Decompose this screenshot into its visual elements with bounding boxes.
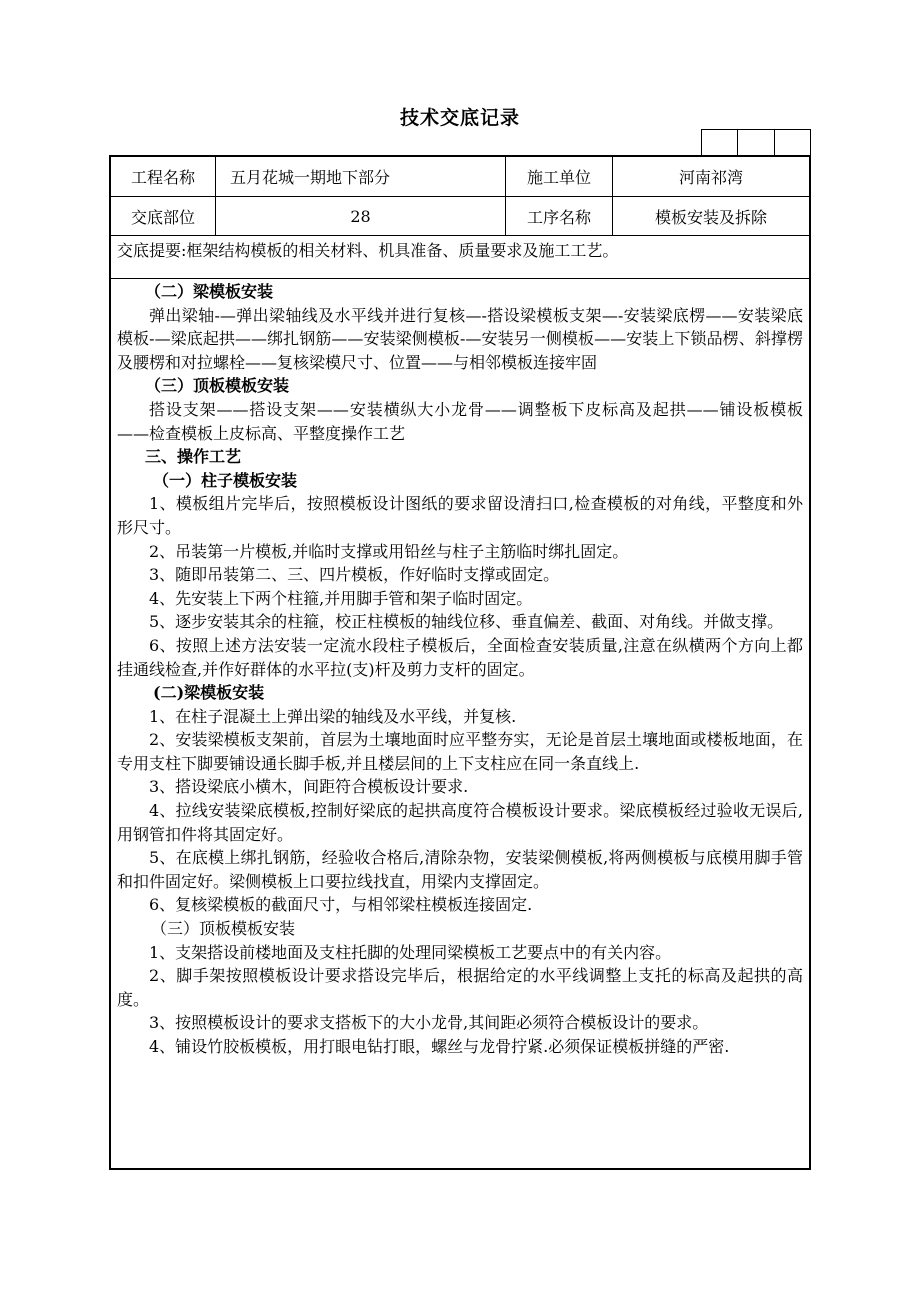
beam-step-1: 1、在柱子混凝土上弹出梁的轴线及水平线，并复核.: [149, 706, 517, 726]
process-value: 模板安装及拆除: [654, 207, 767, 227]
summary-text: 交底提要:框架结构模板的相关材料、机具准备、质量要求及施工工艺。: [117, 241, 619, 260]
beam-step-2: 2、安装梁模板支架前，首层为土壤地面时应平整夯实，无论是首层土壤地面或楼板地面，在专用支柱下脚要铺设通长脚手板,并且楼层间的上下支柱应在同一条直线上.: [117, 730, 803, 773]
record-number-box: [738, 130, 774, 156]
process-label: 工序名称: [506, 197, 613, 235]
unit-value: 河南祁湾: [678, 168, 743, 187]
project-label: 工程名称: [111, 157, 216, 196]
header-row-part: [111, 197, 809, 236]
beam-step-6: 6、复核梁模板的截面尺寸，与相邻梁柱模板连接固定.: [149, 895, 533, 915]
column-step-6: 6、按照上述方法安装一定流水段柱子模板后，全面检查安装质量,注意在纵横两个方向上都挂通线检查,并作好群体的水平拉(支)杆及剪力支杆的固定。: [117, 635, 803, 679]
slab-step-1: 1、支架搭设前楼地面及支柱托脚的处理同梁模板工艺要点中的有关内容。: [149, 942, 672, 962]
paragraph-slab-flow: 搭设支架——搭设支架——安装横纵大小龙骨——调整板下皮标高及起拱——铺设板模板——检查模板上皮标高、平整度操作工艺: [117, 399, 803, 443]
paragraph-beam-flow: 弹出梁轴-—弹出梁轴线及水平线并进行复核—-搭设梁模板支架—-安装梁底楞——安装梁底模板-—梁底起拱——绑扎钢筋——安装梁侧模板-—安装另一侧模板——安装上下锁品楞、斜撑楞及腰楞和对拉螺栓——复核梁模尺寸、位置——与相邻模板连接牢固: [117, 305, 803, 372]
slab-step-2: 2、脚手架按照模板设计要求搭设完毕后，根据给定的水平线调整上支托的标高及起拱的高度。: [117, 966, 803, 1009]
record-number-box: [775, 130, 810, 156]
record-number-boxes: [701, 129, 811, 156]
beam-step-5: 5、在底模上绑扎钢筋，经验收合格后,清除杂物，安装梁侧模板,将两侧模板与底模用脚手管和扣件固定好。梁侧模板上口要拉线找直，用梁内支撑固定。: [117, 848, 803, 891]
beam-step-4: 4、拉线安装梁底模板,控制好梁底的起拱高度符合模板设计要求。梁底模板经过验收无误后,用钢管扣件将其固定好。: [117, 801, 803, 844]
header-row-project: [111, 157, 809, 197]
unit-label: 施工单位: [506, 157, 613, 196]
document-title: 技术交底记录: [399, 107, 520, 129]
beam-step-3: 3、搭设梁底小横木，间距符合模板设计要求.: [149, 777, 469, 797]
record-number-box: [702, 130, 738, 156]
heading-beam-install-2: (二)梁模板安装: [153, 683, 265, 703]
heading-slab-install-2: （三）顶板模板安装: [151, 919, 296, 939]
slab-step-3: 3、按照模板设计的要求支搭板下的大小龙骨,其间距必须符合模板设计的要求。: [149, 1013, 709, 1033]
heading-section-3: 三、操作工艺: [145, 447, 242, 467]
body-content: [117, 280, 803, 1059]
column-step-5: 5、逐步安装其余的柱箍，校正柱模板的轴线位移、垂直偏差、截面、对角线。并做支撑。: [149, 612, 784, 632]
heading-slab-install: （三）顶板模板安装: [145, 376, 290, 396]
column-step-4: 4、先安装上下两个柱箍,并用脚手管和架子临时固定。: [149, 588, 533, 608]
part-label: 交底部位: [111, 197, 216, 235]
part-value: 28: [216, 197, 506, 235]
column-step-2: 2、吊装第一片模板,并临时支撑或用铅丝与柱子主筋临时绑扎固定。: [149, 541, 629, 561]
project-value: 五月花城一期地下部分: [216, 157, 506, 196]
column-step-3: 3、随即吊装第二、三、四片模板，作好临时支撑或固定。: [149, 565, 560, 585]
column-step-1: 1、模板组片完毕后，按照模板设计图纸的要求留设清扫口,检查模板的对角线，平整度和外形尺寸。: [117, 494, 803, 537]
slab-step-4: 4、铺设竹胶板模板，用打眼电钻打眼，螺丝与龙骨拧紧.必须保证模板拼缝的严密.: [149, 1037, 730, 1056]
record-table: [109, 155, 811, 1170]
heading-beam-install: （二）梁模板安装: [145, 282, 274, 301]
heading-column-install: （一）柱子模板安装: [153, 470, 298, 490]
